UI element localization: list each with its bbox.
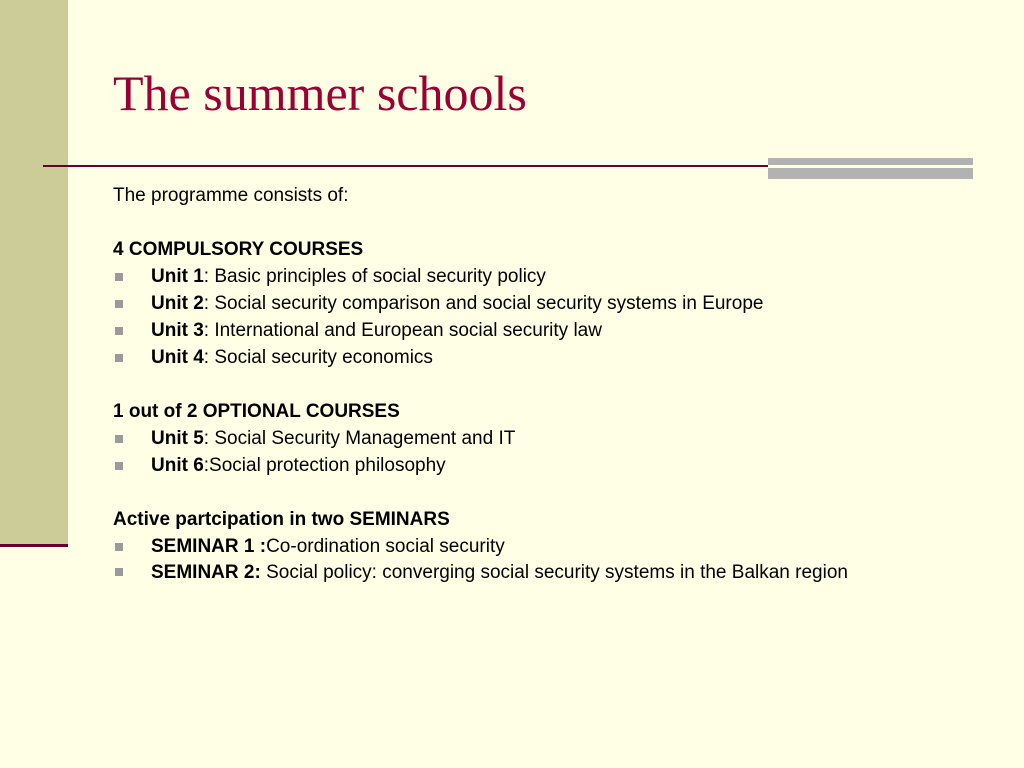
section-heading-seminars: Active partcipation in two SEMINARS <box>113 509 450 530</box>
right-bar-stripe <box>768 165 973 168</box>
item-label: Unit 4 <box>151 347 204 368</box>
spacer <box>113 479 933 506</box>
square-bullet-icon <box>115 462 123 470</box>
square-bullet-icon <box>115 568 123 576</box>
item-text: Social policy: converging social security systems in the Balkan region <box>260 562 848 583</box>
slide-body <box>113 182 933 584</box>
list-item <box>113 452 933 479</box>
title-underline-rule <box>43 165 778 167</box>
item-text: :Social protection philosophy <box>203 455 446 476</box>
item-text: : Social security economics <box>203 347 433 368</box>
item-text: Co-ordination social security <box>266 536 505 557</box>
item-text: : Social Security Management and IT <box>203 428 516 449</box>
item-text: : Basic principles of social security policy <box>203 266 546 287</box>
section-heading-compulsory: 4 COMPULSORY COURSES <box>113 239 364 260</box>
square-bullet-icon <box>115 300 123 308</box>
item-text: : Social security comparison and social security systems in Europe <box>203 293 764 314</box>
optional-courses-list <box>113 425 933 479</box>
slide-title: The summer schools <box>113 65 527 121</box>
item-label: Unit 3 <box>151 320 204 341</box>
list-item <box>113 560 933 584</box>
list-item <box>113 317 933 344</box>
item-label: SEMINAR 2: <box>151 562 261 583</box>
list-item <box>113 290 933 317</box>
item-label: Unit 2 <box>151 293 204 314</box>
compulsory-courses-list <box>113 263 933 371</box>
item-label: Unit 5 <box>151 428 204 449</box>
seminars-list <box>113 533 933 584</box>
spacer <box>113 209 933 236</box>
square-bullet-icon <box>115 435 123 443</box>
list-item <box>113 344 933 371</box>
square-bullet-icon <box>115 354 123 362</box>
list-item <box>113 425 933 452</box>
intro-text: The programme consists of: <box>113 185 349 206</box>
item-label: Unit 1 <box>151 266 204 287</box>
left-accent-line <box>0 544 68 547</box>
item-text: : International and European social security law <box>203 320 602 341</box>
item-label: SEMINAR 1 : <box>151 536 267 557</box>
square-bullet-icon <box>115 327 123 335</box>
spacer <box>113 371 933 398</box>
list-item <box>113 263 933 290</box>
left-decorative-band <box>0 0 68 545</box>
right-decorative-bar <box>768 158 973 179</box>
section-heading-optional: 1 out of 2 OPTIONAL COURSES <box>113 401 400 422</box>
list-item <box>113 533 933 560</box>
item-label: Unit 6 <box>151 455 204 476</box>
square-bullet-icon <box>115 543 123 551</box>
square-bullet-icon <box>115 273 123 281</box>
